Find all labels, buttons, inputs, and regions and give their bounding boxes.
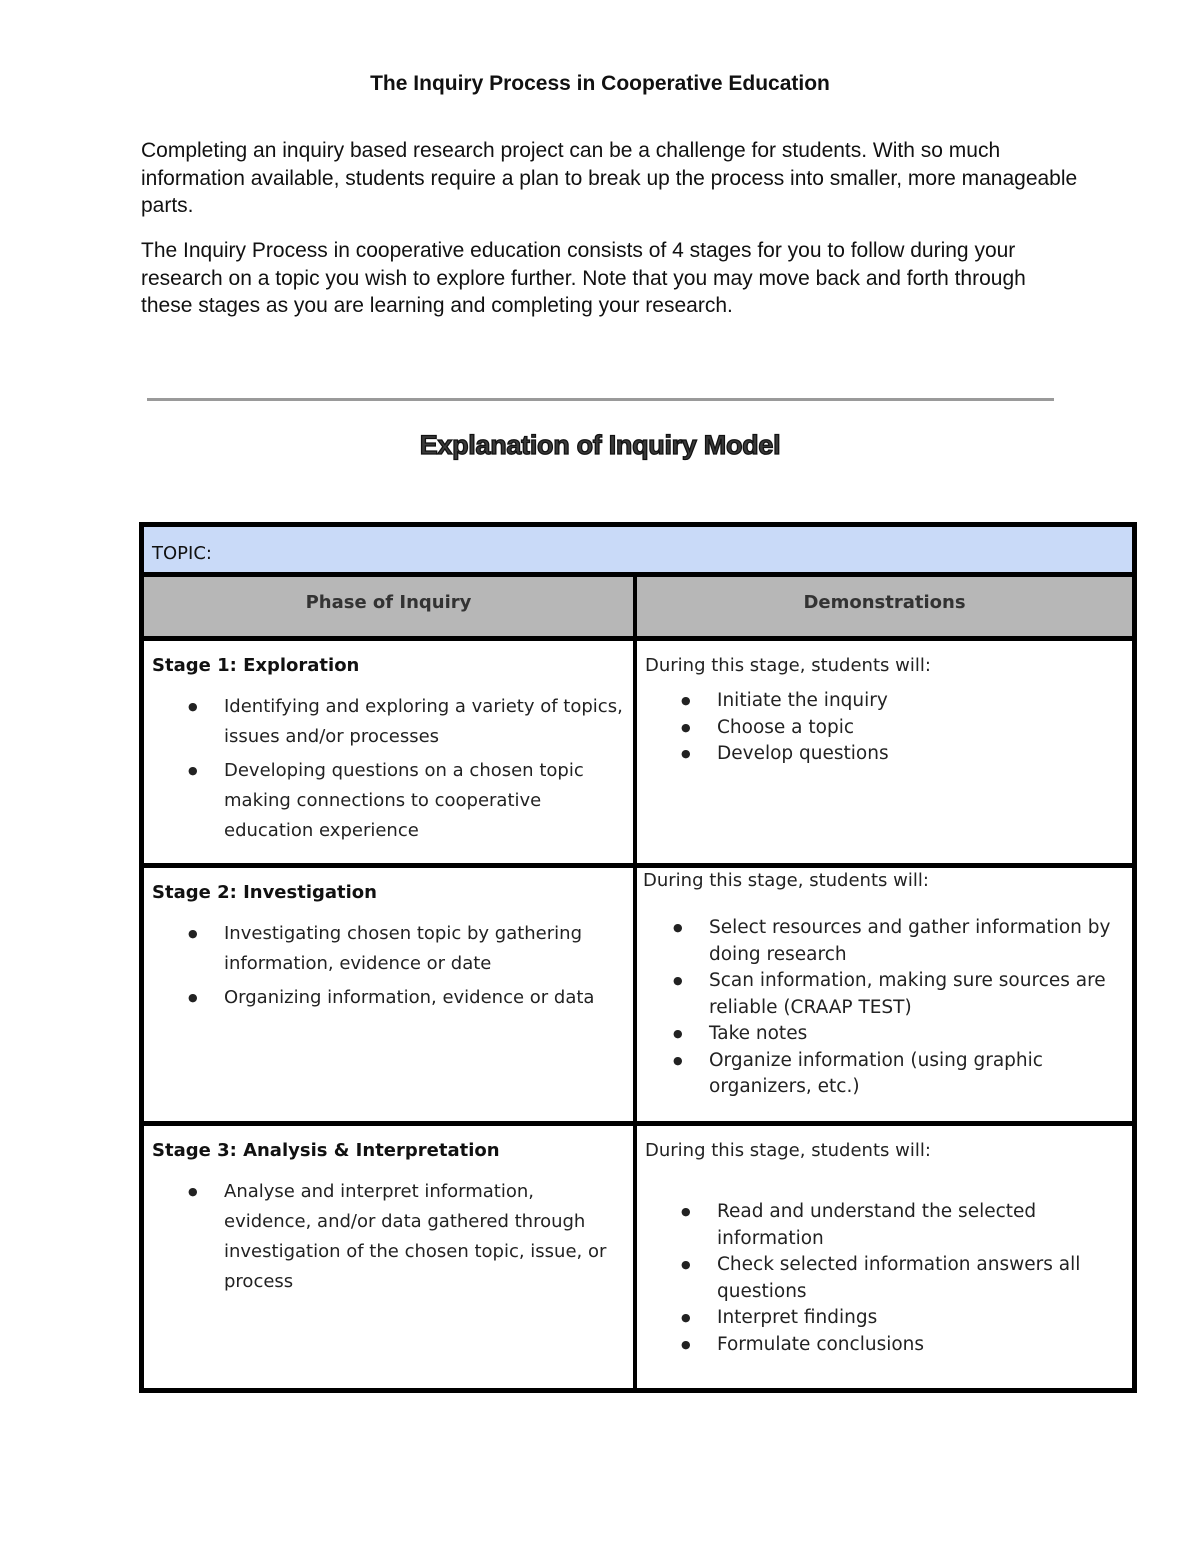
list-item: ● Identifying and exploring a variety of topics, issues and/or processes (224, 692, 625, 752)
stage-1-demo-list (645, 688, 1126, 768)
stage-1-demo-lead: During this stage, students will: (645, 655, 931, 676)
intro-paragraph: Completing an inquiry based research project can be a challenge for students. With so much information available, students require a plan to break up the process into smaller, more manageable parts. (141, 139, 1078, 217)
list-item: ● Initiate the inquiry (717, 688, 1126, 715)
list-item: ● Formulate conclusions (717, 1332, 1126, 1359)
stage-3-demo-list (645, 1199, 1126, 1358)
list-item: ● Developing questions on a chosen topic making connections to cooperative education experience (224, 756, 625, 846)
stage-3-phase-list (152, 1177, 625, 1297)
intro-paragraph: The Inquiry Process in cooperative education consists of 4 stages for you to follow during your research on a topic you wish to explore further. Note that you may move back and forth through these stages as you are learning and completing your research. (141, 239, 1026, 317)
list-item: ● Choose a topic (717, 715, 1126, 742)
stage-1-phase-cell (144, 641, 637, 868)
stage-1-demonstrations-cell (637, 641, 1132, 868)
list-item: ● Take notes (709, 1021, 1126, 1048)
stage-2-demo-lead: During this stage, students will: (643, 870, 929, 891)
list-item: ● Analyse and interpret information, evidence, and/or data gathered through investigation of the chosen topic, issue, or process (224, 1177, 625, 1297)
stage-3-phase-cell (144, 1126, 637, 1388)
list-item: ● Read and understand the selected information (717, 1199, 1126, 1252)
stage-3-demo-lead: During this stage, students will: (645, 1140, 931, 1161)
stage-1-title: Stage 1: Exploration (152, 655, 360, 676)
list-item: ● Check selected information answers all questions (717, 1252, 1126, 1305)
stage-2-title: Stage 2: Investigation (152, 882, 377, 903)
header-phase-of-inquiry: Phase of Inquiry (144, 577, 637, 641)
list-item: ● Scan information, making sure sources are reliable (CRAAP TEST) (709, 968, 1126, 1021)
stage-2-demonstrations-cell (637, 868, 1132, 1126)
stage-2-phase-cell (144, 868, 637, 1126)
list-item: ● Select resources and gather information by doing research (709, 915, 1126, 968)
document-title: The Inquiry Process in Cooperative Education (370, 72, 830, 95)
list-item: ● Organize information (using graphic organizers, etc.) (709, 1048, 1126, 1101)
horizontal-divider (147, 398, 1054, 401)
section-title: Explanation of Inquiry Model (419, 430, 781, 460)
stage-2-demo-list (643, 915, 1126, 1101)
stage-2-phase-list (152, 919, 625, 1013)
topic-row[interactable]: TOPIC: (144, 527, 1132, 577)
list-item: ● Interpret findings (717, 1305, 1126, 1332)
stage-3-title: Stage 3: Analysis & Interpretation (152, 1140, 500, 1161)
list-item: ● Develop questions (717, 741, 1126, 768)
stage-3-demonstrations-cell (637, 1126, 1132, 1388)
list-item: ● Organizing information, evidence or data (224, 983, 625, 1013)
header-demonstrations: Demonstrations (637, 577, 1132, 641)
list-item: ● Investigating chosen topic by gathering information, evidence or date (224, 919, 625, 979)
stage-1-phase-list (152, 692, 625, 846)
inquiry-model-table (139, 522, 1137, 1393)
